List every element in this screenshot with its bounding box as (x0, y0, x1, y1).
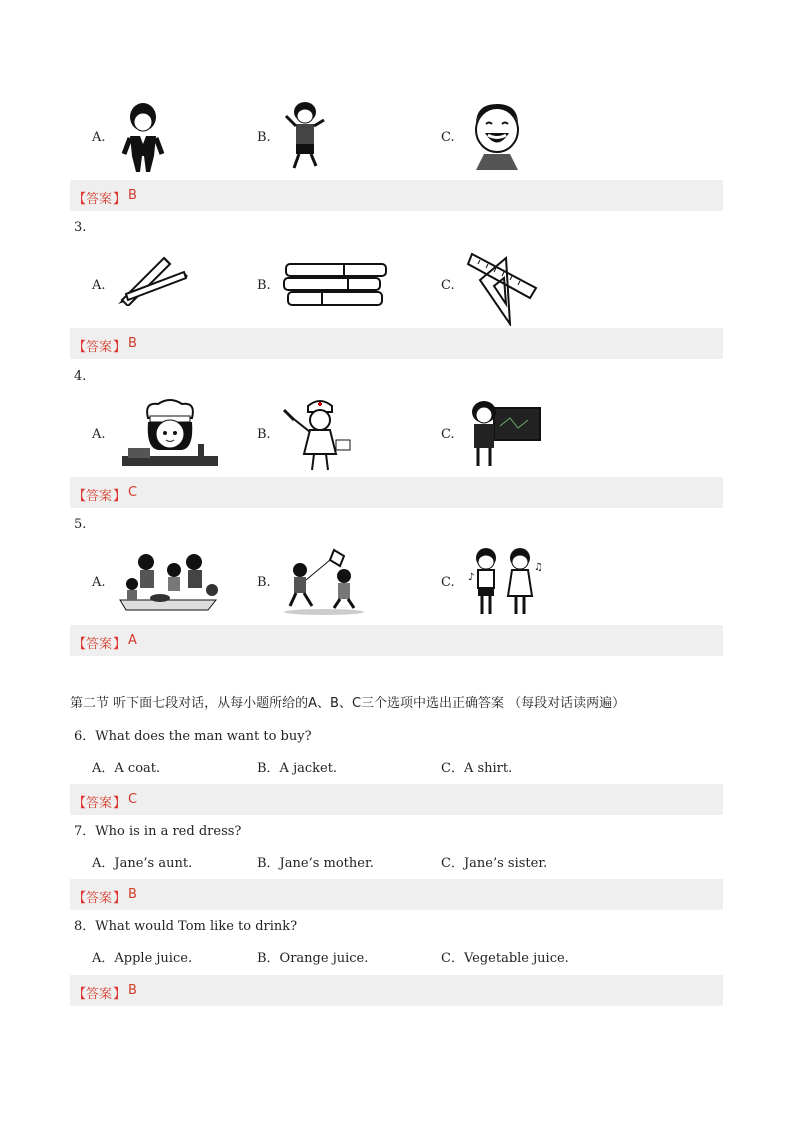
option-a-label: A. (92, 278, 106, 293)
option-c-label: C. (441, 130, 455, 145)
cook-image (118, 398, 222, 470)
answer-bracket-open: 【 (73, 192, 87, 207)
answer-row (70, 477, 723, 508)
answer-bracket-close: 】 (113, 192, 127, 207)
answer-bracket-close: 】 (113, 340, 127, 355)
answer-row (70, 625, 723, 656)
option-b-label: B. (257, 575, 271, 590)
answer-bracket-open: 【 (73, 796, 87, 811)
answer-label: 答案 (86, 987, 113, 1002)
answer-row (70, 879, 723, 910)
option-b: B．Orange juice. (257, 951, 369, 966)
option-b-label: B. (257, 278, 271, 293)
teacher-image (466, 398, 542, 468)
answer-bracket-close: 】 (113, 891, 127, 906)
option-a-label: A. (92, 130, 106, 145)
question-number: 5. (74, 517, 87, 532)
answer-row (70, 784, 723, 815)
answer-label: 答案 (86, 340, 113, 355)
answer-row (70, 975, 723, 1006)
answer-bracket-close: 】 (113, 987, 127, 1002)
option-c: C．Vegetable juice. (441, 951, 569, 966)
svg-text:♫: ♫ (534, 562, 543, 573)
question-text: 8．What would Tom like to drink? (74, 919, 298, 934)
option-c-label: C. (441, 575, 455, 590)
answer-label: 答案 (86, 192, 113, 207)
question-number: 3. (74, 220, 87, 235)
pencils-image (116, 254, 188, 306)
option-c: C．Jane’s sister. (441, 856, 548, 871)
answer-bracket-close: 】 (113, 637, 127, 652)
option-b: B．Jane’s mother. (257, 856, 374, 871)
option-b: B．A jacket. (257, 761, 338, 776)
nurse-image (282, 396, 354, 472)
answer-value: B (128, 188, 137, 203)
answer-label: 答案 (86, 891, 113, 906)
option-b-label: B. (257, 130, 271, 145)
answer-value: A (128, 633, 137, 648)
answer-value: B (128, 336, 137, 351)
answer-bracket-open: 【 (73, 637, 87, 652)
question-number: 4. (74, 369, 87, 384)
books-image (282, 262, 392, 308)
answer-label: 答案 (86, 796, 113, 811)
answer-bracket-close: 】 (113, 489, 127, 504)
flying-kite-image (282, 546, 366, 616)
option-a: A．A coat. (92, 761, 161, 776)
laughing-man-image (466, 100, 528, 172)
option-a: A．Apple juice. (92, 951, 193, 966)
svg-text:♪: ♪ (468, 572, 475, 583)
option-c: C．A shirt. (441, 761, 513, 776)
option-c-label: C. (441, 427, 455, 442)
singing-kids-image (464, 544, 544, 616)
question-text: 7．Who is in a red dress? (74, 824, 242, 839)
option-a-label: A. (92, 575, 106, 590)
option-c-label: C. (441, 278, 455, 293)
section-heading: 第二节 听下面七段对话，从每小题所给的A、B、C三个选项中选出正确答案 （每段对话读两遍） (70, 696, 626, 711)
waving-boy-image (280, 100, 330, 172)
option-a: A．Jane’s aunt. (92, 856, 193, 871)
answer-value: B (128, 887, 137, 902)
option-b-label: B. (257, 427, 271, 442)
answer-bracket-open: 【 (73, 987, 87, 1002)
answer-row (70, 180, 723, 211)
family-picnic-image (116, 548, 224, 612)
question-text: 6．What does the man want to buy? (74, 729, 312, 744)
rulers-image (466, 248, 538, 326)
answer-bracket-open: 【 (73, 340, 87, 355)
answer-value: B (128, 983, 137, 998)
answer-bracket-close: 】 (113, 796, 127, 811)
answer-label: 答案 (86, 489, 113, 504)
answer-row (70, 328, 723, 359)
answer-label: 答案 (86, 637, 113, 652)
option-a-label: A. (92, 427, 106, 442)
businessman-image (118, 100, 168, 174)
answer-value: C (128, 485, 138, 500)
answer-bracket-open: 【 (73, 891, 87, 906)
answer-value: C (128, 792, 138, 807)
answer-bracket-open: 【 (73, 489, 87, 504)
